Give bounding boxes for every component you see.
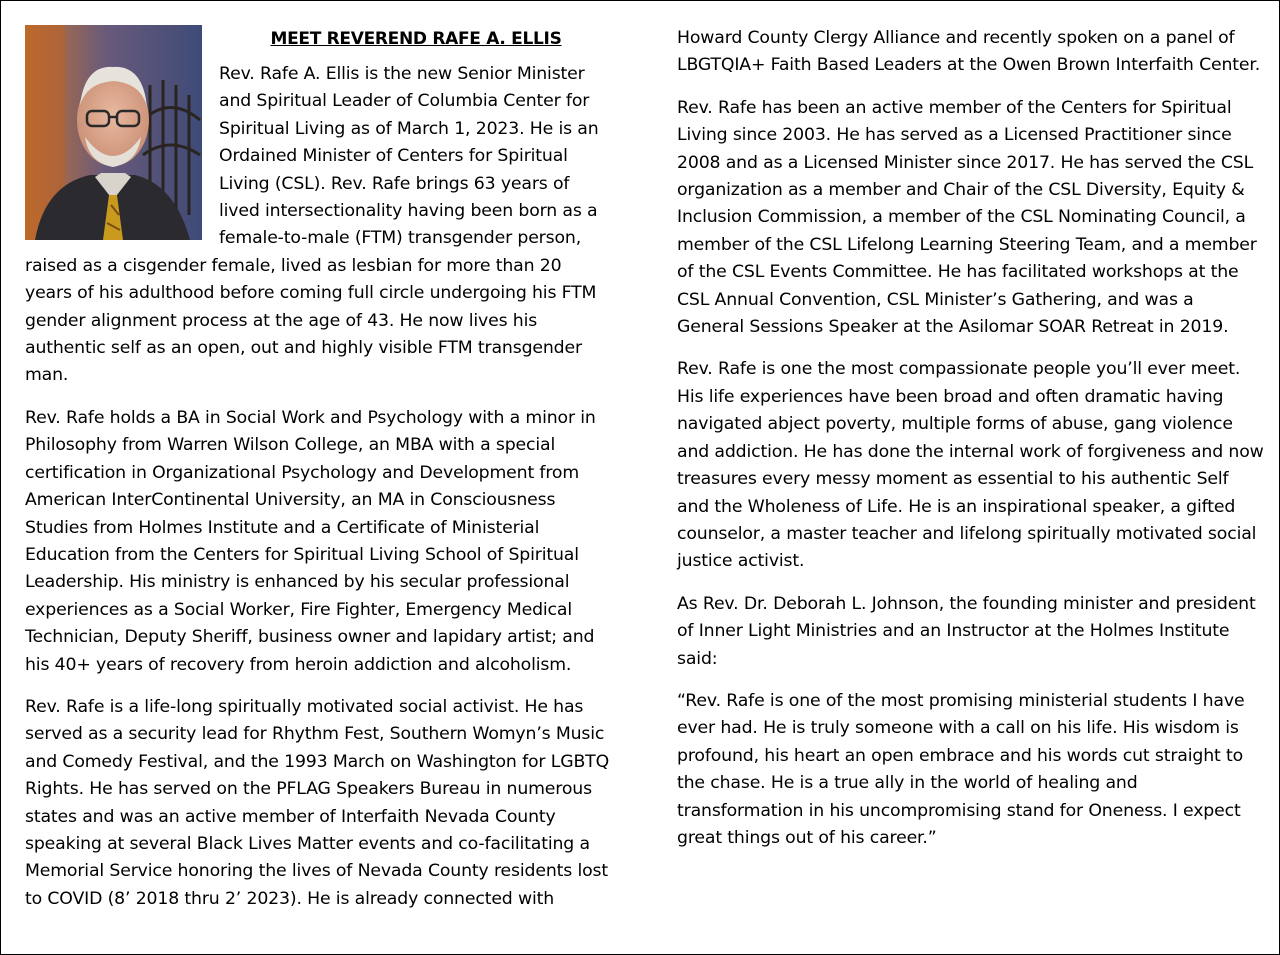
paragraph: As Rev. Dr. Deborah L. Johnson, the founding minister and president of Inner Light Ministries and an Instructor at the Holmes Institute said: (677, 593, 1256, 669)
quote-paragraph: “Rev. Rafe is one of the most promising ministerial students I have ever had. He is truly someone with a call on his life. His wisdom is profound, his heart an open embrace and his words cut straight to the chase. He is a true ally in the world of healing and transformation in his uncompromising stand for Oneness. I expect great things out of his career.” (677, 690, 1245, 848)
paragraph: Rev. Rafe A. Ellis is the new Senior Minister and Spiritual Leader of Columbia Center for Spiritual Living as of March 1, 2023. He is an Ordained Minister of Centers for Spiritual Living (CSL). Rev. Rafe brings 63 years of lived intersectionality having been born as a female-to-male (FTM) transgender person, raised as a cisgender female, lived as lesbian for more than 20 years of his adulthood before coming full circle undergoing his FTM gender alignment process at the age of 43. He now lives his authentic self as an open, out and highly visible FTM transgender man. (25, 64, 599, 386)
left-column (25, 25, 613, 928)
paragraph: Rev. Rafe has been an active member of the Centers for Spiritual Living since 2003. He has served as a Licensed Practitioner since 2008 and as a Licensed Minister since 2017. He has served the CSL organization as a member and Chair of the CSL Diversity, Equity & Inclusion Commission, a member of the CSL Nominating Council, a member of the CSL Lifelong Learning Steering Team, and a member of the CSL Events Committee. He has facilitated workshops at the CSL Annual Convention, CSL Minister’s Gathering, and was a General Sessions Speaker at the Asilomar SOAR Retreat in 2019. (677, 97, 1257, 338)
right-column (677, 25, 1265, 867)
portrait-image (25, 25, 202, 240)
paragraph: Rev. Rafe is one the most compassionate people you’ll ever meet. His life experiences have been broad and often dramatic having navigated abject poverty, multiple forms of abuse, gang violence and addiction. He has done the internal work of forgiveness and now treasures every messy moment as essential to his authentic Self and the Wholeness of Life. He is an inspirational speaker, a gifted counselor, a master teacher and lifelong spiritually motivated social justice activist. (677, 359, 1264, 572)
portrait-photo (25, 25, 202, 240)
paragraph: Rev. Rafe holds a BA in Social Work and Psychology with a minor in Philosophy from Warren Wilson College, an MBA with a special certification in Organizational Psychology and Development from American InterContinental University, an MA in Consciousness Studies from Holmes Institute and a Certificate of Ministerial Education from the Centers for Spiritual Living School of Spiritual Leadership. His ministry is enhanced by his secular professional experiences as a Social Worker, Fire Fighter, Emergency Medical Technician, Deputy Sheriff, business owner and lapidary artist; and his 40+ years of recovery from heroin addiction and alcoholism. (25, 407, 596, 675)
paragraph: Rev. Rafe is a life-long spiritually motivated social activist. He has served as a security lead for Rhythm Fest, Southern Womyn’s Music and Comedy Festival, and the 1993 March on Washington for LGBTQ Rights. He has served on the PFLAG Speakers Bureau in numerous states and was an active member of Interfaith Nevada County speaking at several Black Lives Matter events and co-facilitating a Memorial Service honoring the lives of Nevada County residents lost to COVID (8’ 2018 thru 2’ 2023). He is already connected with (25, 696, 610, 909)
article-title: MEET REVEREND RAFE A. ELLIS (270, 29, 562, 49)
paragraph: Howard County Clergy Alliance and recently spoken on a panel of LBGTQIA+ Faith Based Leaders at the Owen Brown Interfaith Center. (677, 28, 1261, 76)
